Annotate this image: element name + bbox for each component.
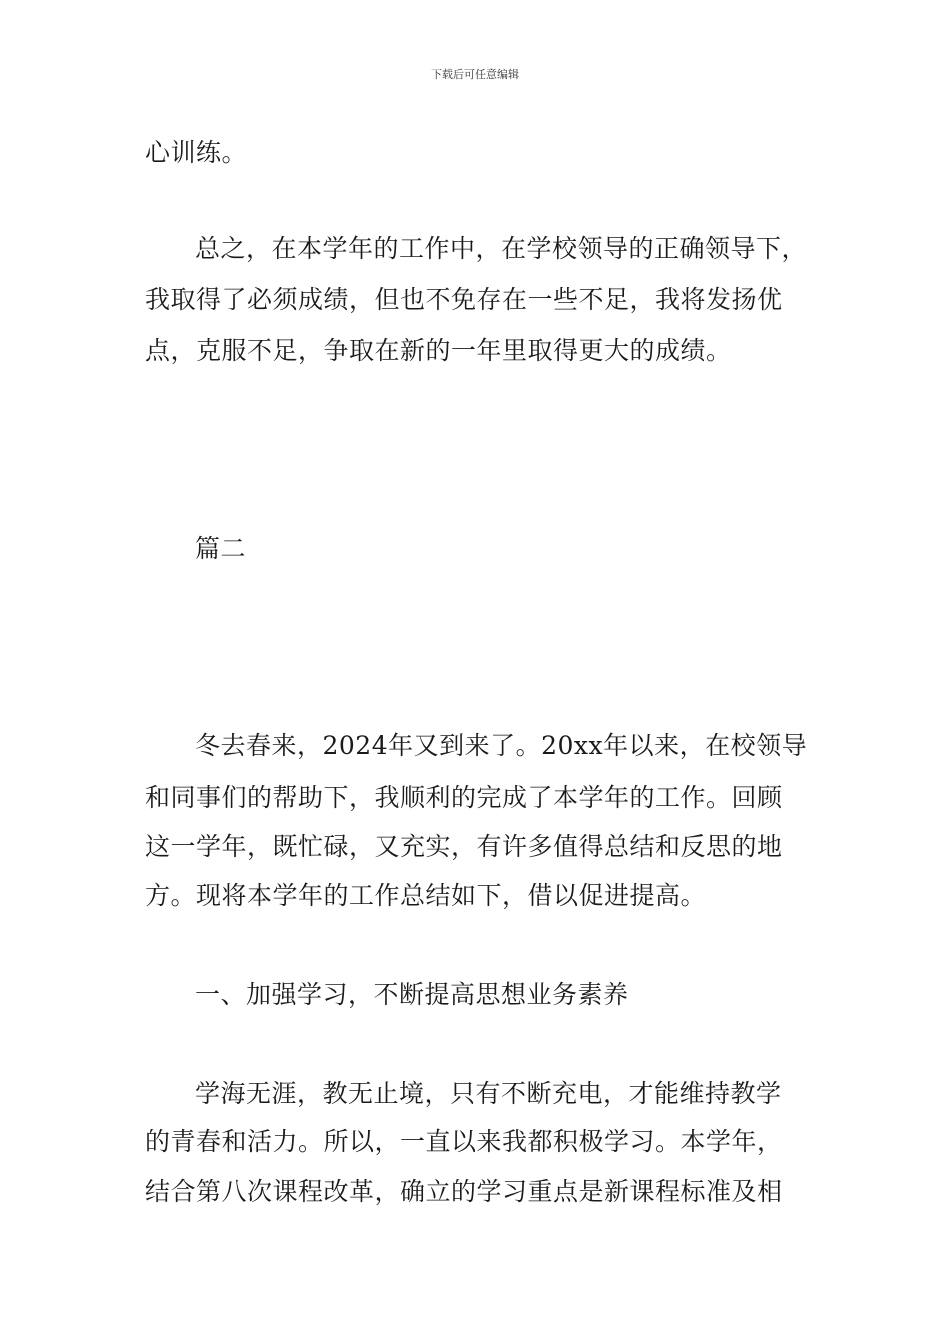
- text-line: 的青春和活力。所以，一直以来我都积极学习。本学年，: [145, 1127, 783, 1156]
- section-heading: 篇二: [195, 534, 247, 563]
- text-line: 点，克服不足，争取在新的一年里取得更大的成绩。: [145, 336, 732, 365]
- text-line: 心训练。: [145, 138, 248, 167]
- text-line: 和同事们的帮助下，我顺利的完成了本学年的工作。回顾: [145, 783, 783, 812]
- text-line: 学海无涯，教无止境，只有不断充电，才能维持教学: [195, 1079, 782, 1108]
- text-line: 方。现将本学年的工作总结如下，借以促进提高。: [145, 881, 707, 910]
- page-header: 下载后可任意编辑: [431, 68, 519, 81]
- text-line: 总之，在本学年的工作中，在学校领导的正确领导下，: [195, 234, 808, 263]
- text-line: 我取得了必须成绩，但也不免存在一些不足，我将发扬优: [145, 285, 783, 314]
- subsection-heading: 一、加强学习，不断提高思想业务素养: [195, 980, 629, 1009]
- text-line: 冬去春来，2024年又到来了。20xx年以来，在校领导: [195, 731, 808, 760]
- text-line: 这一学年，既忙碌，又充实，有许多值得总结和反思的地: [145, 832, 783, 861]
- text-line: 结合第八次课程改革，确立的学习重点是新课程标准及相: [145, 1177, 783, 1206]
